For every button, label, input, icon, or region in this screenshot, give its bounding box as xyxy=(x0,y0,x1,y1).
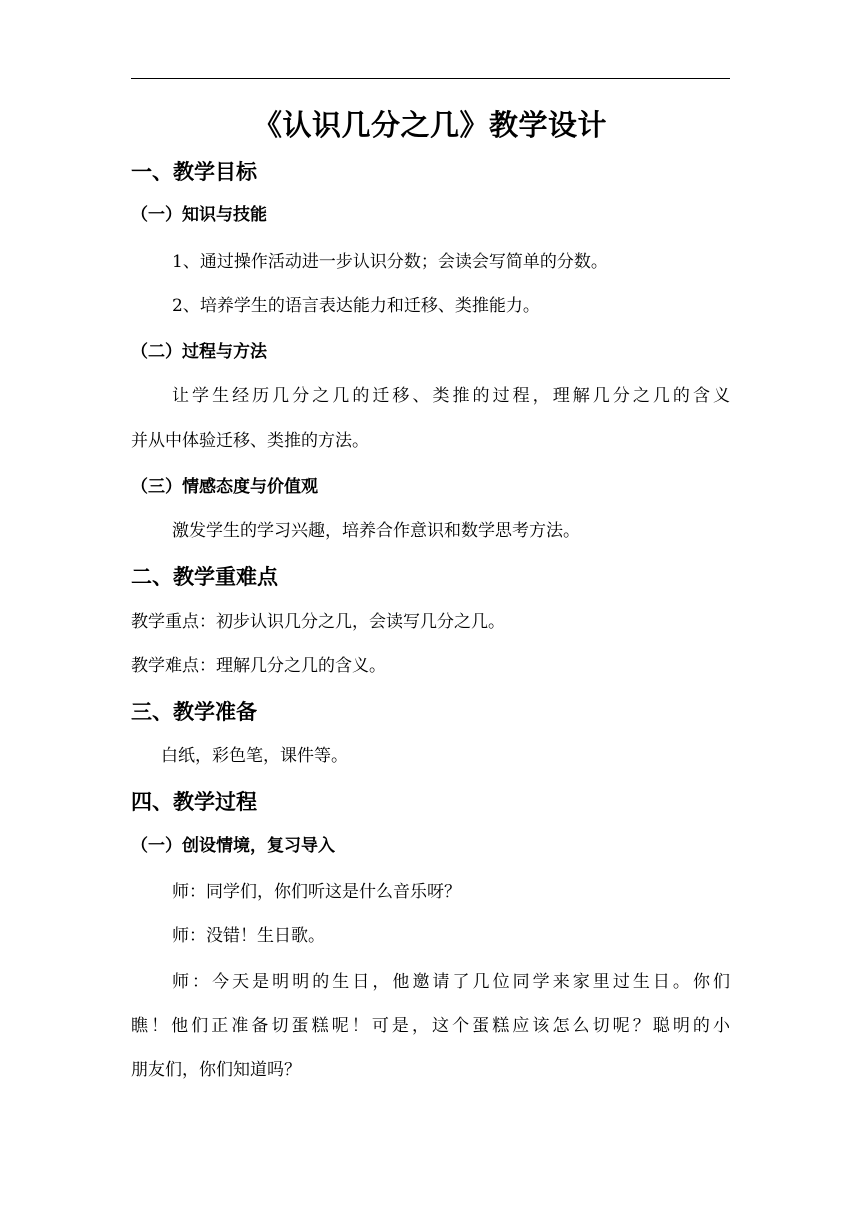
paragraph-line: 1、通过操作活动进一步认识分数；会读会写简单的分数。 xyxy=(172,252,608,272)
section-heading-preparation: 三、教学准备 xyxy=(131,700,257,724)
paragraph-line: 师：今天是明明的生日，他邀请了几位同学来家里过生日。你们 xyxy=(172,972,730,992)
subheading-knowledge-skills: （一）知识与技能 xyxy=(131,205,267,225)
paragraph-line: 教学难点：理解几分之几的含义。 xyxy=(131,656,386,676)
paragraph-line: 并从中体验迁移、类推的方法。 xyxy=(131,431,369,451)
paragraph-line: 白纸，彩色笔，课件等。 xyxy=(161,746,348,766)
paragraph-line: 朋友们，你们知道吗？ xyxy=(131,1060,301,1080)
paragraph-line: 师：同学们，你们听这是什么音乐呀？ xyxy=(172,882,461,902)
paragraph-line: 激发学生的学习兴趣，培养合作意识和数学思考方法。 xyxy=(172,521,580,541)
document-title: 《认识几分之几》教学设计 xyxy=(252,108,607,142)
section-heading-key-points: 二、教学重难点 xyxy=(131,565,278,589)
section-heading-objectives: 一、教学目标 xyxy=(131,160,257,184)
subheading-scenario-intro: （一）创设情境，复习导入 xyxy=(131,836,335,856)
subheading-process-method: （二）过程与方法 xyxy=(131,342,267,362)
paragraph-line: 师：没错！生日歌。 xyxy=(172,926,325,946)
section-heading-process: 四、教学过程 xyxy=(131,790,257,814)
paragraph-line: 2、培养学生的语言表达能力和迁移、类推能力。 xyxy=(172,296,540,316)
header-rule xyxy=(131,78,730,79)
paragraph-line: 瞧！他们正准备切蛋糕呢！可是，这个蛋糕应该怎么切呢？聪明的小 xyxy=(131,1016,730,1036)
subheading-emotion-values: （三）情感态度与价值观 xyxy=(131,477,318,497)
paragraph-line: 教学重点：初步认识几分之几，会读写几分之几。 xyxy=(131,612,505,632)
paragraph-line: 让学生经历几分之几的迁移、类推的过程，理解几分之几的含义 xyxy=(172,386,730,406)
